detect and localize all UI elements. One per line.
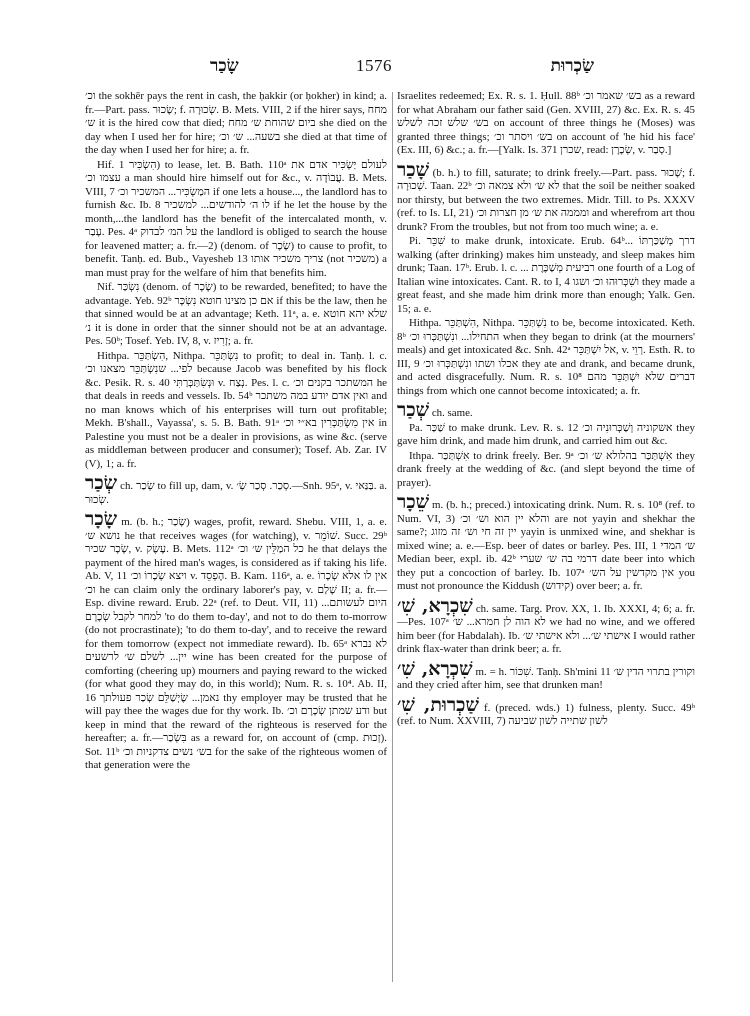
entry-paragraph: Nif. נִשְׂכַּר (denom. of שָׂכָר) to be rewarded, benefited; to have the advantage. Yeb. 92ᵇ אם כן מצינו חוטא נִשְׂכָּר if this be the law, then he that sinned would be at an advantage; Keth. 11ᵃ, a. e. שלא יהא חוטא נ׳ it is done in order that the sinner should not be at an advantage. Pes. 50ᵇ; Tosef. Yeb. IV, 8, v. זָרִיז; a. fr. bbox=[85, 281, 388, 347]
entry-paragraph: Israelites redeemed; Ex. R. s. 1. Ḥull. 88ᵇ בש׳ שאמר וכ׳ as a reward for what Abraham our father said (Gen. XVIII, 27) &c. Ex. R. s. 45 בש׳ שלש זכה לשלש on account of three things he (Moses) was granted three things; בש׳ ויסתר וכ׳ on account of 'he hid his face' (Ex. III, 6) &c.; a. fr.—[Yalk. Is. 371 שכרן, read: שְׂכָרָן, v. סְבַר.] bbox=[397, 90, 695, 156]
lemma-headword: שִׁכְרָא, שִׁ׳ bbox=[397, 594, 473, 617]
entry bbox=[397, 693, 695, 729]
entry-paragraph: Hif. הִשְׂכִּיר 1) to lease, let. B. Bath. 110ᵃ לעולם יַשְׂכִּיר אדם את עצמו וכ׳ a man should hire himself out for &c., v. עֲבוֹדָה. B. Mets. VIII, 7 המַשְׂכִּיר... המשכיר וכ׳ if one lets a house..., the landlord has to furnish &c. Ib. 8 לו ה׳ להודשים... למשכיר if he let the house by the month,...the landlord has the benefit of the intercalated month, v. עָבַר. Pes. 4ᵃ על המ׳ לבדוק the landlord is obliged to search the house for leavened matter; a. fr.—2) (denom. of שָׂכָר) to cause to profit, to benefit. Tanḥ. ed. Bub., Vayesheb 13 צריך משכיר אותו (not משכיר) a man must pray for the welfare of him that benefits him. bbox=[85, 158, 388, 279]
entry-text: m. (b. h.; שָׂכַר) wages, profit, reward. Shebu. VIII, 1, a. e. נושא ש׳ he that receives wages (for watching), v. שׁוֹמֵר. Succ. 29ᵇ שָׂכָר שכיר, v. עֶשֶׂק. B. Mets. 112ᵃ כל המַלֵּין ש׳ וכ׳ he that delays the payment of the hired man's wages, is considered as if taking his life. Ab. V, 11 ויצא שְׂכָרוֹ וכ׳ v. הֶפְסֵד. B. Kam. 116ᵃ, a. e. אין לו אלא שְׂכָרוֹ וכ׳ he can claim only the ordinary laborer's pay, v. שָׁלַם II; a. fr.—Esp. divine reward. Erub. 22ᵃ (ref. to Deut. VII, 11) היום לעשותם... למחר לקבל שְׂכָרָם 'to do them to-day', and not to do them to-morrow (do not procrastinate); 'to do them to-day', and to receive the reward for them tomorrow (expect not immediate reward). Ib. 65ᵃ לא נברא יין... לשלם ש׳ לרשעים wine has been created for the purpose of comforting (cheering up) mourners and paying reward to the wicked (for what good they may do, in this world); Num. R. s. 10⁴. Ab. II, 16 נאמן... שֶׂיְשַׁלֵּם שְׂכַר פעולתך thy employer may be trusted that he will pay thee the wages due for thy work. Ib. ודע שמתן שְׂכָרָם וכ׳ but keep in mind that the reward of the righteous is reserved for the hereafter; a. fr.—בִּשְׂכַר as a reward for, on account of (cmp. זְכוּת). Sot. 11ᵇ בש׳ נשים צדקניות וכ׳ for the sake of the righteous women of that generation were the bbox=[85, 516, 388, 771]
right-column bbox=[397, 90, 695, 730]
lemma-headword: שֵׁכָר bbox=[397, 491, 430, 513]
lemma-headword: שְׂכַר bbox=[85, 472, 118, 494]
entry-paragraph: Hithpa. הִשְׁתַּכֵּר, Nithpa. נִשְׁתַּכֵּר to be, become intoxicated. Keth. 8ᵇ התחילו... ונִשְׁתַּכְּרוּ וכ׳ when they began to drink (at the mourners' meals) and get intoxicated &c. Snh. 42ᵃ אל יִשְׁתַּכֵּר, v. רְוֵי. Esth. R. to III, 9 אכלו ושתו ונִשְׁתַּכְּרוּ וכ׳ they ate and drank, and became drunk, and acted disgracefully. Num. R. s. 10⁸ דברים שלא יִשְׁתַּכֵּר מהם things from which one cannot become intoxicated; a. fr. bbox=[397, 317, 695, 397]
entry bbox=[397, 657, 696, 693]
entry-text: f. (preced. wds.) 1) fulness, plenty. Succ. 49ᵇ (ref. to Num. XXVIII, 7) לשון שתייה לשון שביעה bbox=[397, 701, 695, 727]
running-head-left: שָׂכַר bbox=[210, 56, 239, 76]
entry bbox=[85, 472, 387, 507]
lemma-headword: שַׁכְרוּת, שִׁ׳ bbox=[397, 693, 479, 716]
entry-text: m. (b. h.; preced.) intoxicating drink. Num. R. s. 10⁸ (ref. to Num. VI, 3) והלא יין הוא וש׳ וכ׳ are not yayin and shekhar the same?; יין זה חי וש׳ זה מזוג yayin is unmixed wine, and shekhar is mixed wine; a. e.—Esp. beer of dates or barley. Pes. III, 1 ש׳ המדי Median beer, expl. ib. 42ᵇ דרמי בה ש׳ שערי date beer into which they put a concoction of barley. Ib. 107ᵃ אין מקדשין על הש׳ you must not pronounce the Kiddush (קידוש) over beer; a. fr. bbox=[397, 499, 696, 592]
column-divider bbox=[392, 92, 393, 982]
entry bbox=[397, 158, 695, 235]
entry-paragraph: Hithpa. הִשְׂתַּכֵּר, Nithpa. נִשְׂתַּכֵּר to profit; to deal in. Tanḥ. l. c. לפי... שנִשְׂתַּכֵּר מצאנו וכ׳ because Jacob was benefited by his flock &c. Pesik. R. s. 40 וּנְשִׂתַּכְּרַתִּי v. נְצַח. Pes. l. c. המשתכר בקנים וכ׳ he that deals in reeds and vessels. Ib. 54ᵇ ואין אדם יודע במה משתכר and no man knows which of his enterprises will turn out profitable; Mekh. B'shall., Vayassa', s. 5. B. Bath. 91ᵃ אין מִשְׂתַּכְּרִין בא״י וכ׳ in Palestine you must not be a dealer in provisions, as wine &c. (serve as middleman between producer and consumer); Tosef. Ab. Zar. IV (V), 1; a. fr. bbox=[85, 349, 388, 470]
lemma-headword: שָׂכָר bbox=[85, 508, 118, 530]
entry-paragraph: Pa. שַׁכַּר to make drunk. Lev. R. s. 12 אשקוניה וְשַׁכְּרוּנִיה וכ׳ they gave him drink, and made him drunk, and carried him out &c. bbox=[397, 421, 695, 447]
left-column bbox=[85, 90, 387, 774]
lemma-headword: שְׁכַר bbox=[397, 399, 430, 421]
entry-paragraph: Pi. שִׁכֵּר to make drunk, intoxicate. Erub. 64ᵇ... דרך מְשַׁכַּרְתּוֹ walking (after drinking) makes him unsteady, and sleep makes him drunk; Taan. 17ᵇ. Erub. l. c. ... רביעית מְשַׁכֶּרֶת one fourth of a Log of Italian wine intoxicates. Cant. R. to I, 4 ושִׁכְּרוּהוּ וכ׳ ושגו they made a great feast, and she made him drink more than enough; Yalk. Gen. 15; a. e. bbox=[397, 235, 695, 315]
running-head-right: שַׂכְרוּת bbox=[550, 56, 594, 76]
entry-text: ch. same. Targ. Prov. XX, 1. Ib. XXXI, 4; 6; a. fr.—Pes. 107ᵃ לא הוה לן חמרא... ש׳ we had no wine, and we offered him beer (for Habdalah). Ib. אישתי ש׳... ולא אישתי ש׳ I would rather drink flax-water than drink beer; a. fr. bbox=[397, 602, 696, 655]
page-header bbox=[170, 56, 600, 80]
entry bbox=[397, 399, 695, 421]
entry-text: m. = h. שִׁכּוֹר. Tanḥ. Sh'mini 11 וקורין בתרוי הדין ש׳ and they cried after him, see that drunken man! bbox=[397, 665, 696, 691]
entry bbox=[397, 491, 696, 594]
entry bbox=[85, 508, 388, 773]
page-number: 1576 bbox=[356, 56, 392, 75]
entry-paragraph: Ithpa. אִשְׁתַּכַּר to drink freely. Ber. 9ᵃ אִשְׁתַּכַּר בהלולא ש׳ וכ׳ they drank freely at the wedding of &c. (and slept beyond the time of prayer). bbox=[397, 449, 695, 489]
entry-text: (b. h.) to fill, saturate; to drink freely.—Part. pass. שָׁכוּר; f. שְׁכוּרָה. Taan. 22ᵇ לא ש׳ ולא צמאה וכ׳ that the soil be neither soaked nor thirsty, but between the two extremes. Midr. Till. to Ps. XXXV (ref. to Is. LI, 21) ומממה את ש׳ מן חצרות וכ׳ and wherefrom art thou drunk? From the troubles, but not from too much wine; a. e. bbox=[397, 166, 695, 233]
entry-paragraph: וכ׳ the sokhēr pays the rent in cash, the ḥakkir (or ḥokher) in kind; a. fr.—Part. pass. שָׂכוּר; f. שְׂכוּרָה. B. Mets. VIII, 2 if the hirer says, מחח ש׳ it is the hired cow that died; ביום שהוחת ש׳ מחח she died on the day when I used her for hire; בשעה... ש׳ וכ׳ she died at that time of the day when I used her for hire; a. fr. bbox=[85, 90, 387, 156]
lemma-headword: שִׁכְרָא, שִׁ׳ bbox=[397, 657, 473, 680]
lemma-headword: שָׁכַר bbox=[397, 158, 430, 181]
entry-text: ch. שְׂכַר to fill up, dam, v. סְכַר. סְכַר שְׂ׳.—Snh. 95ᵃ, v. בַּנַּאי. a. שְׂכוּר. bbox=[85, 480, 387, 506]
entry bbox=[397, 594, 696, 657]
entry-text: ch. same. bbox=[431, 407, 473, 419]
